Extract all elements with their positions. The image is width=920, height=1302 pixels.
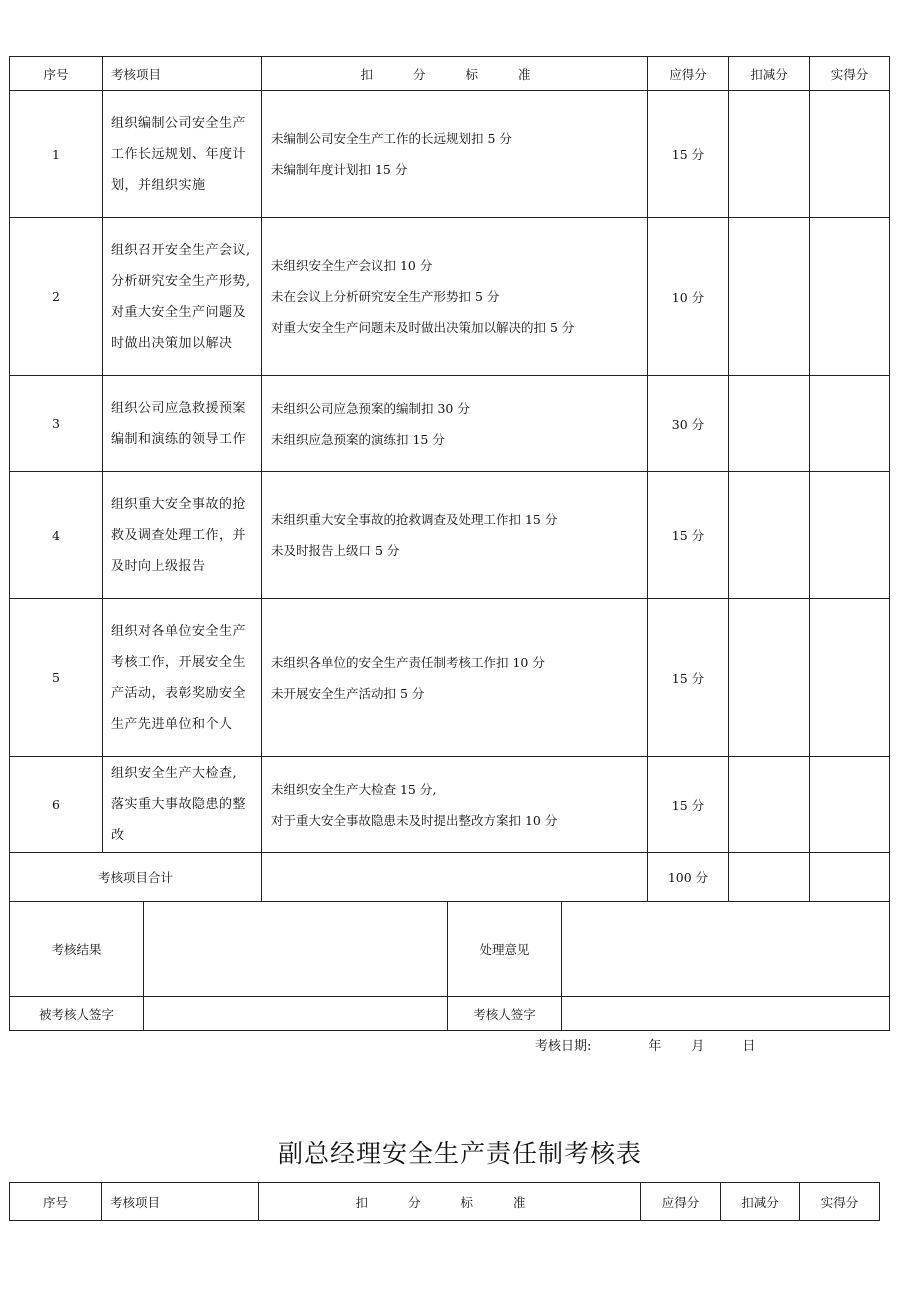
examiner-sign-label: 考核人签字 (448, 997, 562, 1031)
second-assessment-table (9, 1182, 880, 1221)
opinion-label: 处理意见 (448, 902, 562, 997)
total-row (10, 853, 890, 902)
assessment-date-line (535, 1035, 755, 1054)
result-label: 考核结果 (10, 902, 144, 997)
criteria-line: 未组织各单位的安全生产责任制考核工作扣 10 分 (271, 654, 545, 670)
row-item (103, 757, 262, 853)
row-item (103, 472, 262, 599)
row-item (103, 599, 262, 757)
examinee-sign-field[interactable] (144, 997, 448, 1031)
header-seq: 序号 (10, 57, 103, 91)
item-line: 组织安全生产大检查, (111, 766, 238, 781)
header-actual-score: 实得分 (800, 1183, 880, 1221)
signature-table (9, 901, 890, 1031)
date-day: 日 (742, 1039, 756, 1054)
row-due-score: 10 分 (648, 218, 729, 376)
row-item (103, 218, 262, 376)
header-criteria-text: 扣 分 标 准 (360, 66, 549, 82)
row-criteria (262, 376, 648, 472)
table-row (10, 218, 890, 376)
criteria-line: 未组织安全生产会议扣 10 分 (271, 258, 433, 273)
row-seq: 1 (10, 91, 103, 218)
row-seq: 5 (10, 599, 103, 757)
row-criteria (262, 91, 648, 218)
item-line: 改 (111, 828, 125, 843)
row-due-score: 15 分 (648, 91, 729, 218)
header-due-score: 应得分 (641, 1183, 721, 1221)
row-item (103, 91, 262, 218)
row-deduct-cell[interactable] (729, 599, 810, 757)
row-criteria (262, 757, 648, 853)
table-row (10, 472, 890, 599)
criteria-line: 未组织安全生产大检查 15 分, (271, 781, 437, 797)
item-line: 考核工作，开展安全生 (111, 654, 247, 670)
table-row (10, 376, 890, 472)
row-seq: 2 (10, 218, 103, 376)
examiner-sign-field[interactable] (562, 997, 890, 1031)
date-month: 月 (691, 1039, 705, 1054)
row-seq: 4 (10, 472, 103, 599)
item-line: 分析研究安全生产形势, (111, 273, 251, 289)
row-deduct-cell[interactable] (729, 376, 810, 472)
row-actual-cell[interactable] (810, 91, 890, 218)
row-actual-cell[interactable] (810, 757, 890, 853)
row-due-score: 30 分 (648, 376, 729, 472)
item-line: 生产先进单位和个人 (111, 716, 233, 732)
row-deduct-cell[interactable] (729, 91, 810, 218)
item-line: 组织编制公司安全生产 (111, 115, 247, 131)
table-header-row (10, 1183, 880, 1221)
row-seq: 3 (10, 376, 103, 472)
total-score: 100 分 (648, 853, 729, 902)
header-item: 考核项目 (103, 57, 262, 91)
total-criteria-cell (262, 853, 648, 902)
date-label: 考核日期: (535, 1039, 592, 1054)
row-criteria (262, 218, 648, 376)
item-line: 组织公司应急救援预案 (111, 400, 247, 416)
header-deduct-score: 扣减分 (721, 1183, 800, 1221)
table-row (10, 91, 890, 218)
assessment-table (9, 56, 890, 902)
row-deduct-cell[interactable] (729, 472, 810, 599)
total-actual-cell[interactable] (810, 853, 890, 902)
row-actual-cell[interactable] (810, 218, 890, 376)
total-deduct-cell[interactable] (729, 853, 810, 902)
criteria-line: 未在会议上分析研究安全生产形势扣 5 分 (271, 289, 500, 304)
header-criteria (259, 1183, 641, 1221)
header-criteria-text: 扣 分 标 准 (355, 1194, 544, 1210)
item-line: 救及调查处理工作，并 (111, 527, 247, 543)
header-item: 考核项目 (102, 1183, 259, 1221)
item-line: 组织重大安全事故的抢 (111, 496, 247, 512)
header-deduct-score: 扣减分 (729, 57, 810, 91)
criteria-line: 未编制年度计划扣 15 分 (271, 162, 408, 177)
row-due-score: 15 分 (648, 599, 729, 757)
total-label: 考核项目合计 (10, 853, 262, 902)
row-actual-cell[interactable] (810, 599, 890, 757)
header-due-score: 应得分 (648, 57, 729, 91)
row-item (103, 376, 262, 472)
result-row (10, 902, 890, 997)
item-line: 编制和演练的领导工作 (111, 431, 247, 447)
item-line: 组织召开安全生产会议, (111, 242, 251, 258)
row-criteria (262, 472, 648, 599)
row-due-score: 15 分 (648, 472, 729, 599)
header-actual-score: 实得分 (810, 57, 890, 91)
result-field[interactable] (144, 902, 448, 997)
item-line: 产活动，表彰奖励安全 (111, 685, 247, 701)
item-line: 划，并组织实施 (111, 177, 206, 193)
opinion-field[interactable] (562, 902, 890, 997)
table-row (10, 757, 890, 853)
item-line: 组织对各单位安全生产 (111, 623, 247, 639)
criteria-line: 未编制公司安全生产工作的长远规划扣 5 分 (271, 131, 512, 146)
date-year: 年 (648, 1039, 662, 1054)
table-header-row (10, 57, 890, 91)
criteria-line: 未及时报告上级口 5 分 (271, 543, 400, 558)
criteria-line: 未组织公司应急预案的编制扣 30 分 (271, 400, 470, 416)
page-title: 副总经理安全生产责任制考核表 (277, 1139, 642, 1168)
examinee-sign-label: 被考核人签字 (10, 997, 144, 1031)
row-seq: 6 (10, 757, 103, 853)
criteria-line: 未组织重大安全事故的抢救调查及处理工作扣 15 分 (271, 512, 558, 527)
criteria-line: 未组织应急预案的演练扣 15 分 (271, 431, 445, 447)
item-line: 及时向上级报告 (111, 558, 206, 574)
header-seq: 序号 (10, 1183, 102, 1221)
item-line: 对重大安全生产问题及 (111, 304, 247, 320)
row-criteria (262, 599, 648, 757)
row-deduct-cell[interactable] (729, 757, 810, 853)
row-actual-cell[interactable] (810, 376, 890, 472)
criteria-line: 对于重大安全事故隐患未及时提出整改方案扣 10 分 (271, 812, 558, 828)
criteria-line: 对重大安全生产问题未及时做出决策加以解决的扣 5 分 (271, 320, 575, 335)
table-row (10, 599, 890, 757)
item-line: 时做出决策加以解决 (111, 335, 233, 351)
header-criteria (262, 57, 648, 91)
item-line: 落实重大事故隐患的整 (111, 797, 247, 812)
signature-row (10, 997, 890, 1031)
criteria-line: 未开展安全生产活动扣 5 分 (271, 685, 425, 701)
row-actual-cell[interactable] (810, 472, 890, 599)
item-line: 工作长远规划、年度计 (111, 146, 247, 162)
row-due-score: 15 分 (648, 757, 729, 853)
row-deduct-cell[interactable] (729, 218, 810, 376)
